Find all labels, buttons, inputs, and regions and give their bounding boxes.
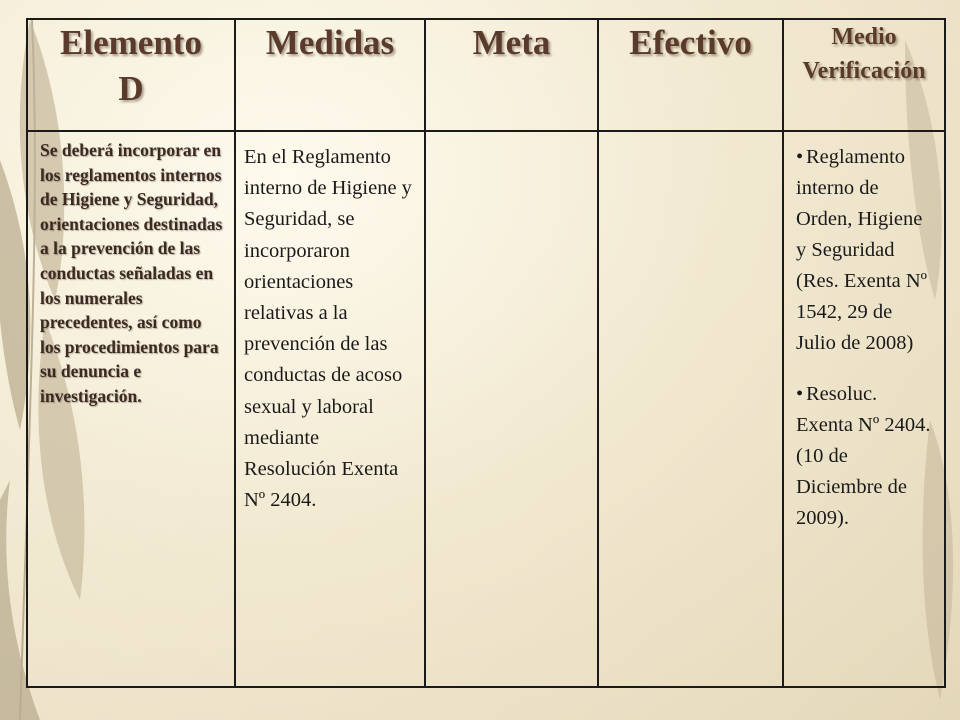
cell-efectivo	[598, 131, 783, 687]
header-medio-line1: Medio	[831, 24, 897, 50]
cell-elemento: Se deberá incorporar en los reglamentos internos de Higiene y Seguridad, orientaciones destinadas a la prevención de las conductas señaladas en los numerales precedentes, así como los procedimientos para su denuncia e investigación.	[27, 131, 235, 687]
header-efectivo	[598, 19, 783, 131]
header-elemento-line1: Elemento	[60, 23, 202, 62]
table-row	[27, 131, 945, 687]
verification-item	[796, 379, 936, 534]
header-efectivo-label: Efectivo	[629, 23, 752, 62]
cell-medio-verificacion	[783, 131, 945, 687]
table-header-row	[27, 19, 945, 131]
header-elemento-line2: D	[118, 69, 144, 108]
header-meta	[425, 19, 598, 131]
cell-meta	[425, 131, 598, 687]
header-medio-verificacion	[783, 19, 945, 131]
bullet-icon: •	[796, 146, 804, 168]
measures-table	[26, 18, 946, 688]
verification-text: Reglamento interno de Orden, Higiene y Seguridad (Res. Exenta Nº 1542, 29 de Julio de 2008)	[796, 146, 928, 354]
header-medidas	[235, 19, 425, 131]
header-elemento	[27, 19, 235, 131]
bullet-icon: •	[796, 383, 804, 405]
verification-text: Resoluc. Exenta Nº 2404. (10 de Diciembre de 2009).	[796, 383, 931, 529]
header-medidas-label: Medidas	[265, 23, 395, 62]
verification-item	[796, 142, 936, 359]
header-meta-label: Meta	[472, 23, 551, 62]
header-medio-line2: Verificación	[802, 58, 926, 84]
cell-medidas: En el Reglamento interno de Higiene y Seguridad, se incorporaron orientaciones relativas a la prevención de las conductas de acoso sexual y laboral mediante Resolución Exenta Nº 2404.	[235, 131, 425, 687]
